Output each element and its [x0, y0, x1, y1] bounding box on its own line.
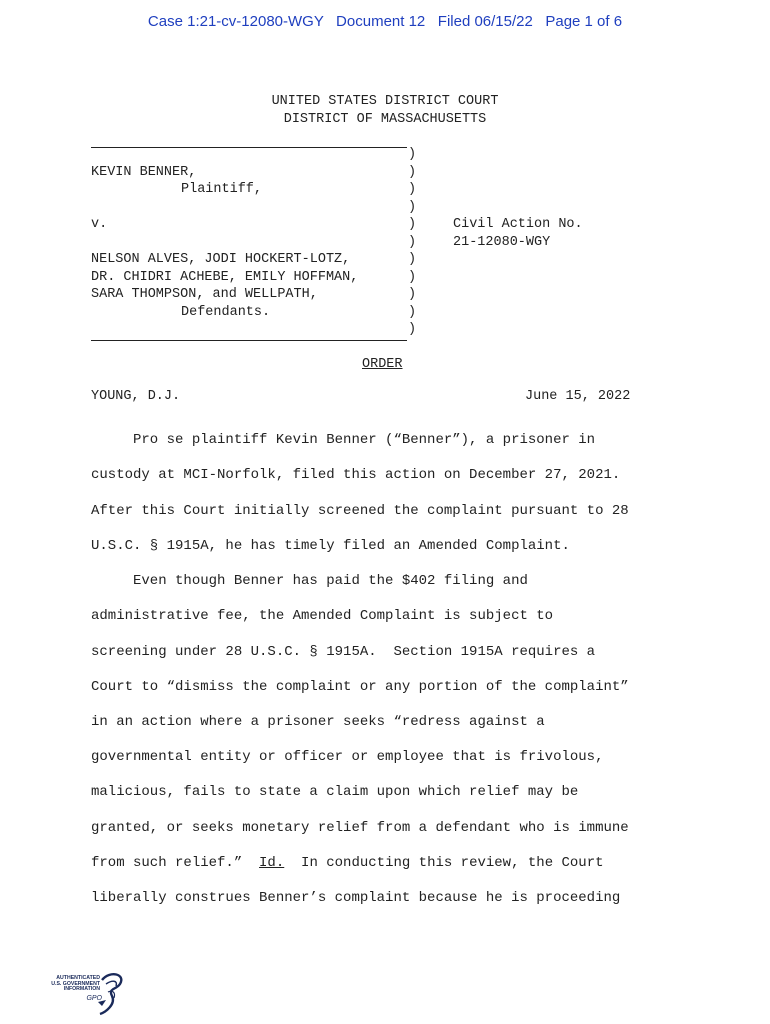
body-line: administrative fee, the Amended Complaint is subject to	[91, 608, 554, 624]
plaintiff-role: Plaintiff,	[181, 182, 263, 197]
defendants-line: NELSON ALVES, JODI HOCKERT-LOTZ,	[91, 252, 351, 267]
versus: v.	[91, 217, 108, 232]
body-line: Court to “dismiss the complaint or any portion of the complaint”	[91, 679, 629, 695]
body-line: U.S.C. § 1915A, he has timely filed an Amended Complaint.	[91, 538, 570, 554]
defendants-line: SARA THOMPSON, and WELLPATH,	[91, 287, 318, 302]
civil-action-number: 21-12080-WGY	[453, 235, 551, 250]
civil-action-label: Civil Action No.	[453, 217, 583, 232]
body-line: liberally construes Benner’s complaint because he is proceeding	[91, 890, 621, 906]
caption-paren-column: ) ) ) ) ) ) ) ) ) ) )	[408, 147, 417, 337]
body-line: custody at MCI-Norfolk, filed this action on December 27, 2021.	[91, 467, 621, 483]
gpo-authentication-badge: AUTHENTICATED U.S. GOVERNMENT INFORMATION GPO	[42, 972, 128, 1018]
eagle-emblem-icon	[96, 972, 128, 1016]
body-line: After this Court initially screened the complaint pursuant to 28	[91, 503, 629, 519]
case-header: Case 1:21-cv-12080-WGY Document 12 Filed 06/15/22 Page 1 of 6	[147, 13, 623, 30]
body-line-with-citation: from such relief.” Id. In conducting this review, the Court	[91, 855, 604, 871]
body-line: malicious, fails to state a claim upon which relief may be	[91, 784, 579, 800]
order-title: ORDER	[362, 357, 403, 372]
body-line: granted, or seeks monetary relief from a defendant who is immune	[91, 820, 629, 836]
defendants-role: Defendants.	[181, 305, 271, 320]
body-line: Pro se plaintiff Kevin Benner (“Benner”), a prisoner in	[91, 432, 596, 448]
body-line: governmental entity or officer or employee that is frivolous,	[91, 749, 604, 765]
order-date: June 15, 2022	[525, 389, 631, 404]
id-citation: Id.	[259, 855, 285, 871]
caption-top-rule	[91, 147, 407, 148]
body-line: in an action where a prisoner seeks “redress against a	[91, 714, 545, 730]
judge-name: YOUNG, D.J.	[91, 389, 181, 404]
court-name: UNITED STATES DISTRICT COURT	[271, 94, 499, 109]
plaintiff-name: KEVIN BENNER,	[91, 165, 197, 180]
body-line: screening under 28 U.S.C. § 1915A. Section 1915A requires a	[91, 644, 596, 660]
caption-bottom-rule	[91, 340, 407, 341]
defendants-line: DR. CHIDRI ACHEBE, EMILY HOFFMAN,	[91, 270, 359, 285]
body-line: Even though Benner has paid the $402 filing and	[91, 573, 528, 589]
court-district: DISTRICT OF MASSACHUSETTS	[283, 112, 487, 127]
